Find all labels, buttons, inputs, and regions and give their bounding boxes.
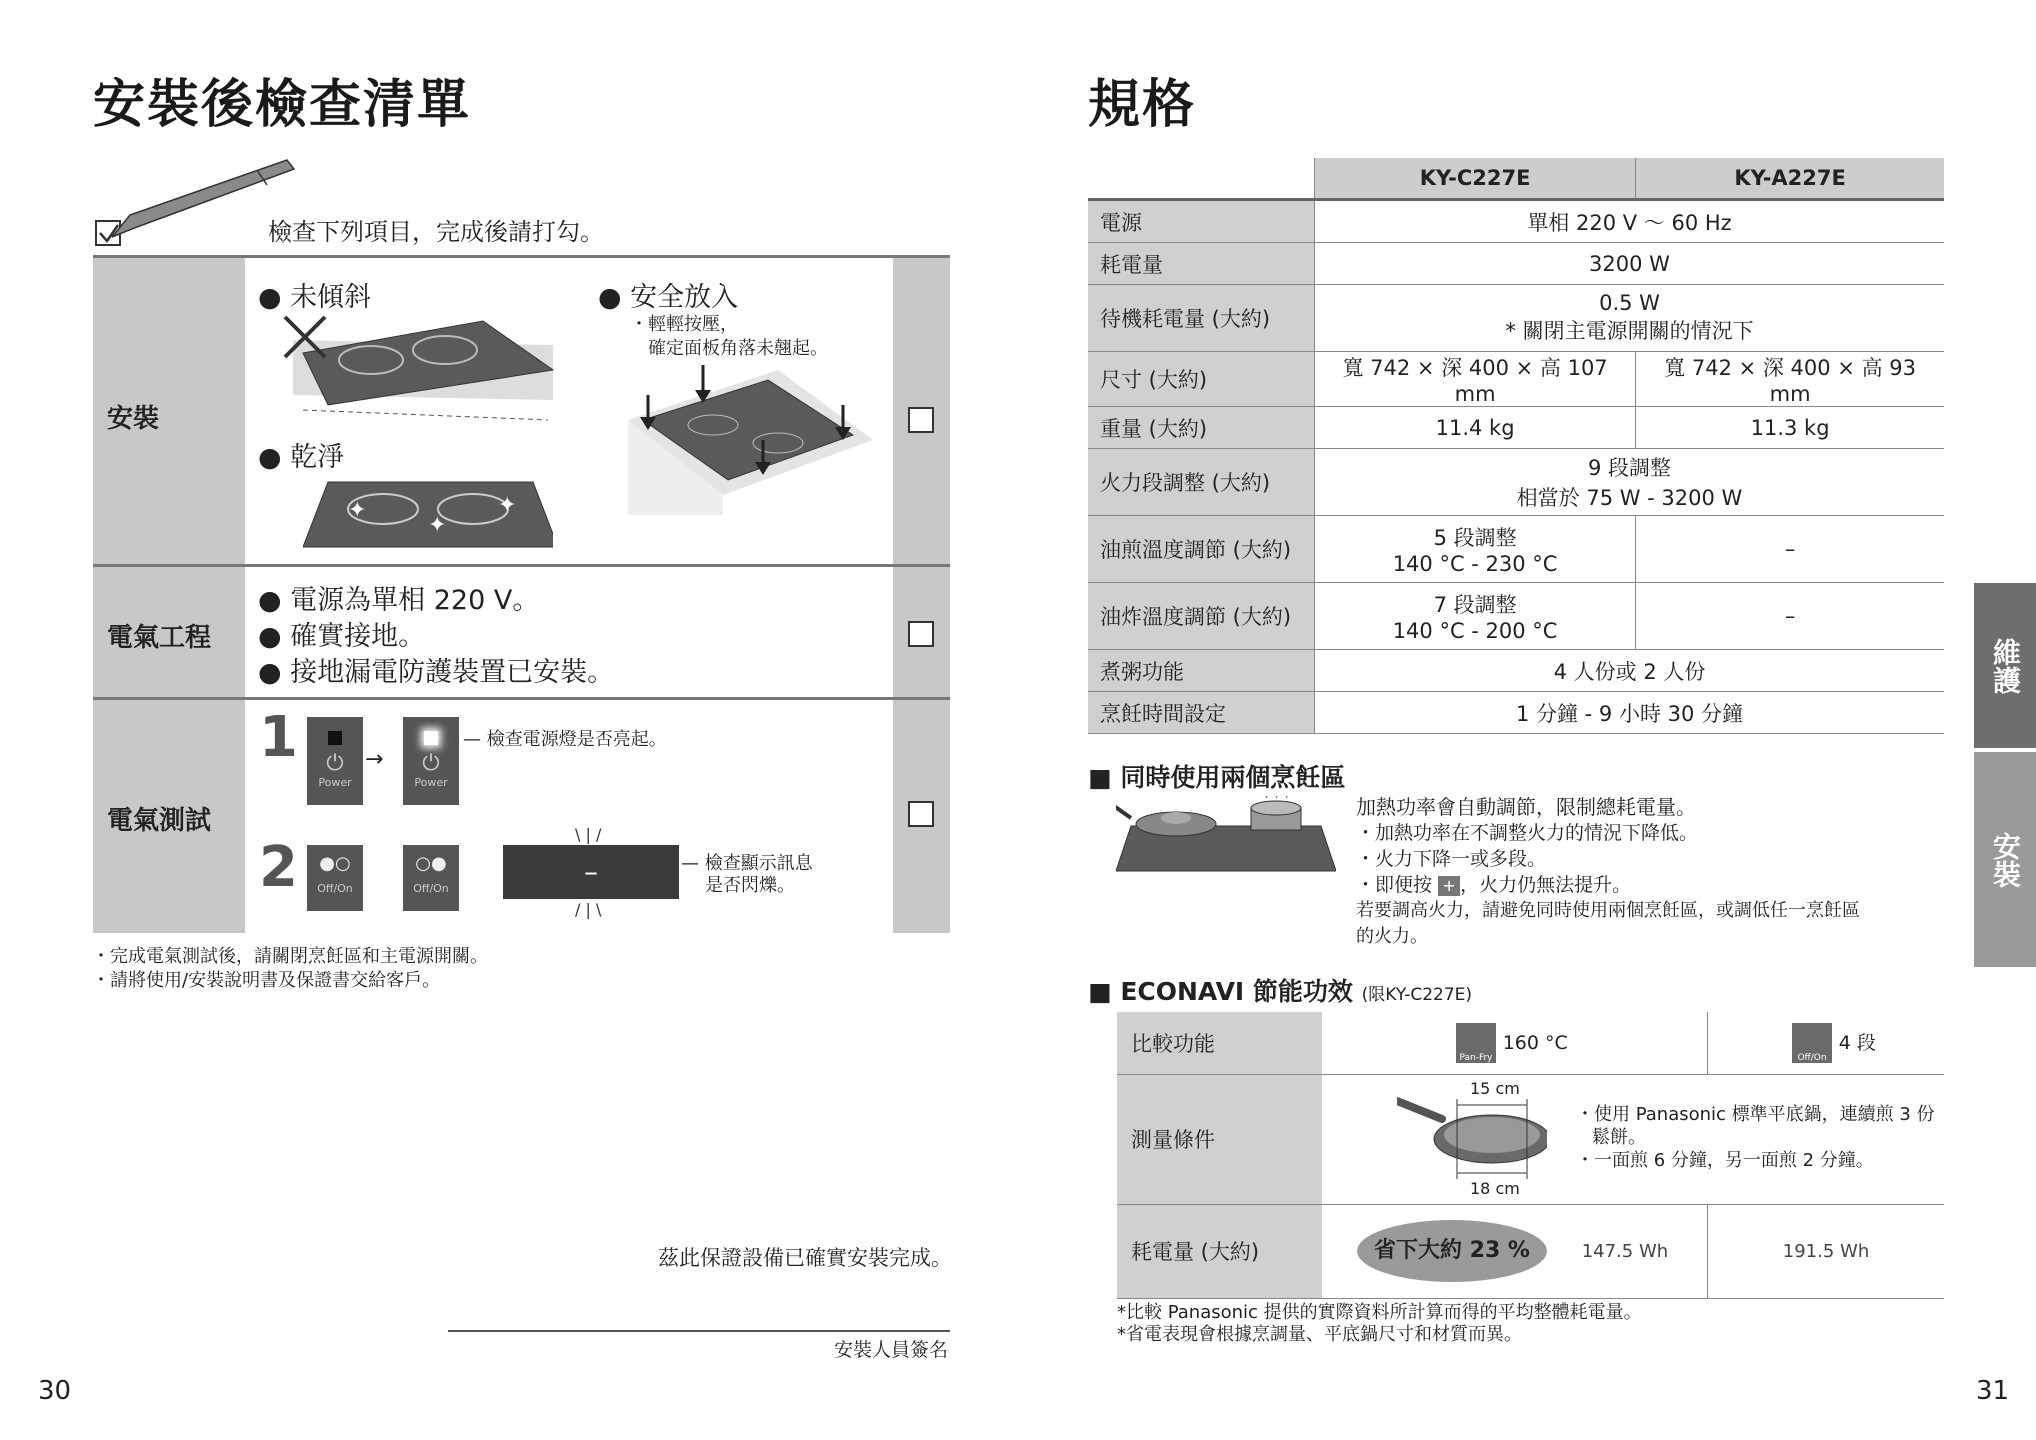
model-a227e: KY-A227E <box>1636 158 1944 200</box>
step-2: 2 <box>259 835 298 900</box>
confirm-statement: 茲此保證設備已確實安裝完成。 <box>658 1246 952 1270</box>
offon-button-1: ●○ Off/On <box>307 845 363 911</box>
check-power-light: — 檢查電源燈是否亮起。 <box>463 729 667 750</box>
spec-row-power: 電源 單相 220 V ～ 60 Hz <box>1088 200 1944 243</box>
pan-dim-top: 15 cm <box>1470 1078 1520 1098</box>
check-display: — 檢查顯示訊息 是否閃爍。 <box>681 853 813 896</box>
page-title-left: 安裝後檢查清單 <box>93 75 472 135</box>
electrical-items: ● 電源為單相 220 V。 ● 確實接地。 ● 接地漏電防護裝置已安裝。 <box>258 585 615 688</box>
measure-conditions: ・使用 Panasonic 標準平底鍋，連續煎 3 份 鬆餅。 ・一面煎 6 分鐘，另一面煎 2 分鐘。 <box>1576 1103 1935 1171</box>
signature-line <box>448 1330 950 1332</box>
tab-installation[interactable]: 安裝 <box>1974 752 2036 967</box>
eco-row-consumption: 耗電量 (大約) 省下大約 23 % 147.5 Wh 191.5 Wh <box>1117 1204 1944 1298</box>
eco-row-compare: 比較功能 Pan-Fry 160 °C Off/On 4 段 <box>1117 1012 1944 1074</box>
pen-check-icon <box>92 155 297 250</box>
econavi-notes: *比較 Panasonic 提供的實際資料所計算而得的平均整體耗電量。 *省電表現會根據烹調量、平底鍋尺寸和材質而異。 <box>1117 1302 1642 1345</box>
dual-cooking-illustration <box>1116 796 1336 874</box>
step-1: 1 <box>259 705 298 770</box>
saving-badge: 省下大約 23 % <box>1357 1220 1547 1282</box>
item-clean: ● 乾淨 <box>258 442 345 473</box>
page-number-left: 30 <box>38 1376 72 1406</box>
econavi-heading: ■ ECONAVI 節能功效 (限KY-C227E) <box>1088 977 1473 1006</box>
dual-zone-text: 加熱功率會自動調節，限制總耗電量。 ・加熱功率在不調整火力的情況下降低。 ・火力下降一或多段。 ・即便按 + ，火力仍無法提升。 若要調高火力，請避免同時使用兩個烹飪區，或調低任一烹飪區 的火力。 <box>1356 795 1860 947</box>
item-not-tilted: ● 未傾斜 <box>258 282 372 313</box>
row-label-install: 安裝 <box>107 404 160 434</box>
page-number-right: 31 <box>1976 1376 2010 1406</box>
eco-value-1: 147.5 Wh <box>1581 1241 1669 1262</box>
offon-button-2: ○● Off/On <box>403 845 459 911</box>
checkbox-install[interactable] <box>908 407 934 433</box>
item-placed-note: ・輕輕按壓， 確定面板角落未翹起。 <box>630 314 828 359</box>
tilted-cooktop-illustration <box>283 315 563 425</box>
spec-row-consumption: 耗電量 3200 W <box>1088 243 1944 285</box>
spec-row-standby: 待機耗電量 (大約) 0.5 W * 關閉主電源開關的情況下 <box>1088 285 1944 352</box>
signature-label: 安裝人員簽名 <box>834 1339 949 1361</box>
spec-row-power-levels: 火力段調整 (大約) 9 段調整 相當於 75 W - 3200 W <box>1088 449 1944 516</box>
power-button-on: ⏻ Power <box>403 717 459 805</box>
pan-dim-bottom: 18 cm <box>1470 1178 1520 1198</box>
svg-text:✦: ✦ <box>498 493 517 518</box>
arrow-right-icon: → <box>365 747 384 772</box>
spec-row-porridge: 煮粥功能 4 人份或 2 人份 <box>1088 650 1944 692</box>
spec-table <box>1088 158 1944 734</box>
display-panel: – <box>503 845 679 899</box>
row-label-test: 電氣測試 <box>107 806 212 836</box>
econavi-table <box>1117 1012 1944 1299</box>
spec-row-weight: 重量 (大約) 11.4 kg 11.3 kg <box>1088 407 1944 449</box>
checklist-intro: 檢查下列項目，完成後請打勾。 <box>268 218 604 246</box>
page-title-right: 規格 <box>1088 75 1197 135</box>
pan-fry-icon: Pan-Fry <box>1456 1023 1496 1063</box>
blink-icon: \ | / <box>575 825 602 844</box>
checkbox-electrical[interactable] <box>908 621 934 647</box>
eco-row-conditions: 測量條件 15 cm 18 cm ・使用 Panasonic 標準平底鍋，連續煎 3 份 鬆餅。 ・一面煎 6 分鐘，另一面煎 2 分鐘。 <box>1117 1074 1944 1204</box>
checkbox-test[interactable] <box>908 801 934 827</box>
spec-row-timer: 烹飪時間設定 1 分鐘 - 9 小時 30 分鐘 <box>1088 692 1944 734</box>
row-label-electrical: 電氣工程 <box>107 623 212 653</box>
press-corners-illustration <box>628 365 873 515</box>
spec-row-deepfry-temp: 油炸溫度調節 (大約) 7 段調整 140 °C - 200 °C – <box>1088 583 1944 650</box>
item-placed-safely: ● 安全放入 <box>598 282 739 313</box>
svg-text:✦: ✦ <box>428 513 447 538</box>
frying-pan-illustration <box>1397 1087 1547 1191</box>
clean-cooktop-illustration <box>303 477 553 552</box>
spec-row-size: 尺寸 (大約) 寬 742 × 深 400 × 高 107 mm 寬 742 × 深 400 × 高 93 mm <box>1088 352 1944 407</box>
spec-row-fry-temp: 油煎溫度調節 (大約) 5 段調整 140 °C - 230 °C – <box>1088 516 1944 583</box>
eco-value-2: 191.5 Wh <box>1708 1204 1945 1298</box>
plus-button-icon: + <box>1438 876 1460 896</box>
left-footnotes: ・完成電氣測試後，請關閉烹飪區和主電源開關。 ・請將使用/安裝說明書及保證書交給客戶。 <box>92 946 488 991</box>
tab-maintenance[interactable]: 維護 <box>1974 583 2036 748</box>
blink-icon-bottom: / | \ <box>575 900 602 919</box>
dual-zone-heading: ■ 同時使用兩個烹飪區 <box>1088 763 1346 792</box>
spec-header-row <box>1088 158 1944 200</box>
offon-icon: Off/On <box>1792 1023 1832 1063</box>
power-button-off: ⏻ Power <box>307 717 363 805</box>
model-c227e: KY-C227E <box>1315 158 1636 200</box>
svg-text:✦: ✦ <box>348 498 367 523</box>
